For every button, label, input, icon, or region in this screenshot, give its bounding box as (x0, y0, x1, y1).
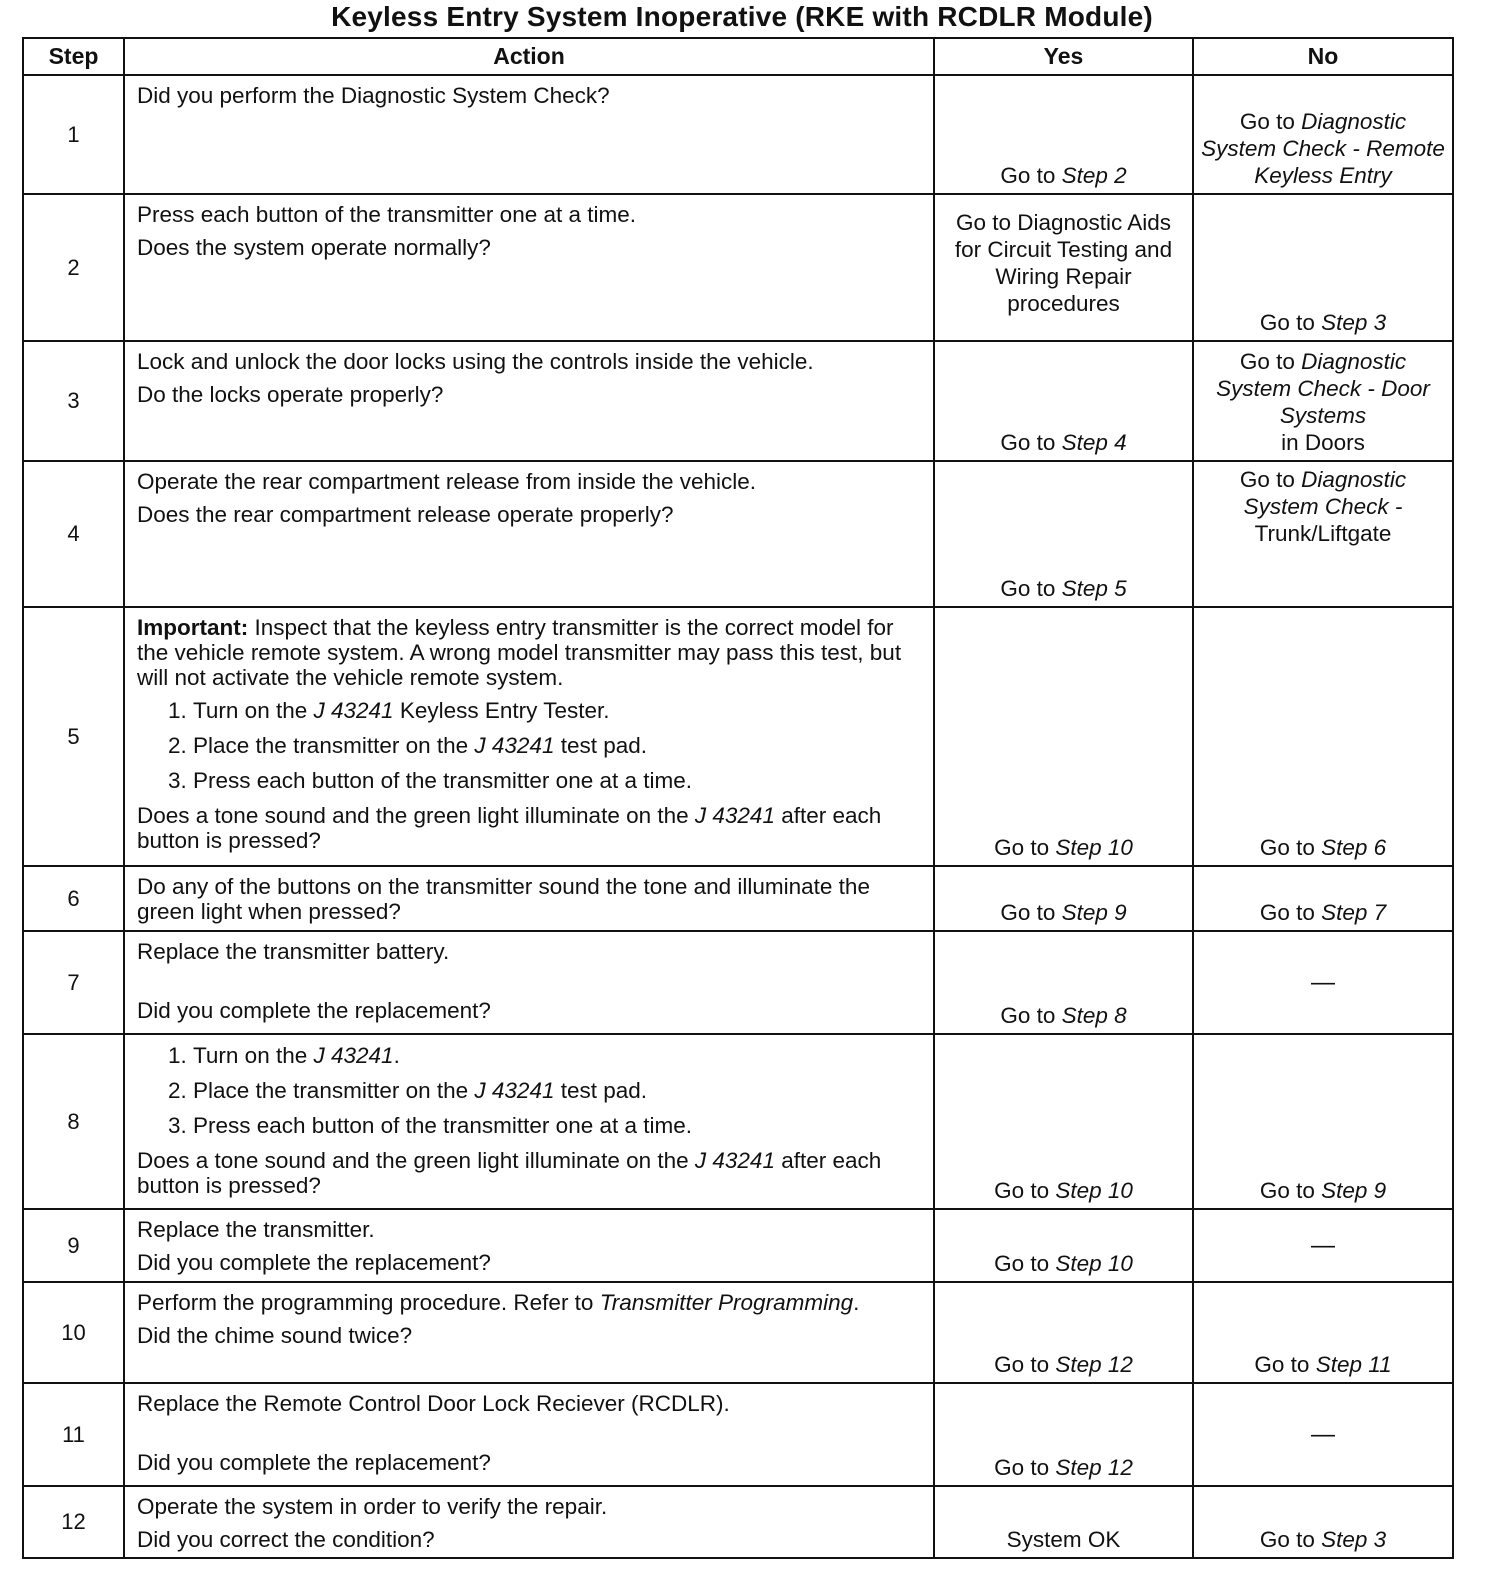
yes-prefix: Go to (1000, 1003, 1062, 1028)
no-prefix: Go to (1259, 835, 1322, 860)
list-item: 1. Turn on the J 43241. (193, 1043, 923, 1069)
step-number: 7 (23, 931, 124, 1034)
important-label: Important: (137, 615, 249, 640)
no-cell (1193, 1383, 1453, 1486)
no-cell (1193, 1034, 1453, 1209)
no-reference: Step 6 (1321, 835, 1387, 860)
no-cell (1193, 461, 1453, 607)
diagnostic-table (22, 37, 1454, 1559)
table-title: Keyless Entry System Inoperative (RKE with RCDLR Module) (331, 1, 1153, 32)
step-number: 1 (23, 75, 124, 194)
table-row (23, 1486, 1453, 1558)
yes-prefix: Go to (994, 1251, 1056, 1276)
table-row (23, 1282, 1453, 1383)
yes-cell (934, 1034, 1193, 1209)
action-cell (124, 1383, 934, 1486)
no-dash: — (1311, 1232, 1335, 1259)
yes-reference: Step 10 (1055, 1178, 1133, 1203)
no-prefix: Go to (1239, 109, 1302, 134)
no-cell (1193, 75, 1453, 194)
yes-reference: Step 12 (1055, 1352, 1133, 1377)
no-prefix: Go to (1259, 310, 1322, 335)
yes-prefix: Go to (994, 1178, 1056, 1203)
col-header-action: Action (124, 38, 934, 75)
action-question: Do the locks operate properly? (137, 382, 444, 407)
no-cell (1193, 194, 1453, 341)
col-header-step: Step (23, 38, 124, 75)
action-text: Did you perform the Diagnostic System Check? (137, 83, 610, 108)
table-row (23, 1034, 1453, 1209)
action-cell (124, 1209, 934, 1282)
header-row (23, 38, 1453, 75)
table-row (23, 75, 1453, 194)
yes-reference: Step 4 (1061, 430, 1127, 455)
action-text: Operate the system in order to verify the repair. (137, 1494, 608, 1519)
list-item: 2. Place the transmitter on the J 43241 test pad. (193, 1078, 923, 1104)
no-prefix: Go to (1239, 467, 1302, 492)
no-prefix: Go to (1259, 1527, 1322, 1552)
step-number: 3 (23, 341, 124, 461)
step-number: 5 (23, 607, 124, 866)
yes-prefix: Go to (994, 835, 1056, 860)
table-row (23, 461, 1453, 607)
no-reference: Step 11 (1315, 1352, 1392, 1377)
action-question: Did you correct the condition? (137, 1527, 435, 1552)
table-row (23, 194, 1453, 341)
no-dash: — (1311, 1421, 1335, 1448)
yes-cell (934, 866, 1193, 931)
no-suffix: in Doors (1281, 430, 1365, 455)
no-suffix: Trunk/Liftgate (1254, 521, 1392, 546)
no-cell (1193, 341, 1453, 461)
step-number: 4 (23, 461, 124, 607)
yes-cell (934, 607, 1193, 866)
no-cell (1193, 866, 1453, 931)
yes-reference: Step 12 (1055, 1455, 1133, 1480)
no-cell (1193, 931, 1453, 1034)
no-reference: Step 3 (1321, 1527, 1387, 1552)
no-prefix: Go to (1254, 1352, 1316, 1377)
action-question: Does a tone sound and the green light illuminate on the J 43241 after each button is pressed? (137, 1148, 882, 1198)
no-prefix: Go to (1259, 900, 1322, 925)
yes-prefix: Go to (1000, 430, 1062, 455)
list-item: 3. Press each button of the transmitter one at a time. (193, 1113, 923, 1139)
important-note (137, 615, 923, 690)
yes-cell (934, 1486, 1193, 1558)
yes-reference: Step 2 (1061, 163, 1127, 188)
yes-cell (934, 194, 1193, 341)
no-reference: Step 3 (1321, 310, 1387, 335)
action-question: Do any of the buttons on the transmitter sound the tone and illuminate the green light when pressed? (137, 874, 870, 924)
no-cell (1193, 1282, 1453, 1383)
no-reference: Step 7 (1321, 900, 1387, 925)
action-cell (124, 1486, 934, 1558)
no-reference: Step 9 (1321, 1178, 1387, 1203)
no-cell (1193, 1486, 1453, 1558)
yes-cell (934, 1209, 1193, 1282)
yes-text: System OK (1006, 1527, 1121, 1552)
action-question: Did you complete the replacement? (137, 1450, 491, 1475)
table-row (23, 866, 1453, 931)
col-header-yes: Yes (934, 38, 1193, 75)
yes-prefix: Go to (1000, 900, 1062, 925)
table-row (23, 341, 1453, 461)
step-number: 6 (23, 866, 124, 931)
yes-cell (934, 1383, 1193, 1486)
action-text: Press each button of the transmitter one at a time. (137, 202, 637, 227)
action-cell (124, 1282, 934, 1383)
no-dash: — (1311, 969, 1335, 996)
no-prefix: Go to (1239, 349, 1302, 374)
table-row (23, 1209, 1453, 1282)
action-cell (124, 75, 934, 194)
no-reference: Diagnostic System Check - Remote Keyless Entry (1201, 109, 1445, 188)
action-question: Did the chime sound twice? (137, 1323, 413, 1348)
no-cell (1193, 1209, 1453, 1282)
yes-cell (934, 1282, 1193, 1383)
yes-cell (934, 931, 1193, 1034)
yes-prefix: Go to (1000, 163, 1062, 188)
no-reference: Diagnostic System Check - Door Systems (1216, 349, 1430, 428)
step-number: 2 (23, 194, 124, 341)
action-cell (124, 607, 934, 866)
step-number: 8 (23, 1034, 124, 1209)
table-row (23, 931, 1453, 1034)
yes-cell (934, 75, 1193, 194)
table-row (23, 1383, 1453, 1486)
list-item: 2. Place the transmitter on the J 43241 test pad. (193, 733, 923, 759)
action-cell (124, 341, 934, 461)
yes-reference: Step 10 (1055, 835, 1133, 860)
substep-list (137, 1043, 923, 1139)
action-question: Does a tone sound and the green light illuminate on the J 43241 after each button is pressed? (137, 803, 882, 853)
action-question: Did you complete the replacement? (137, 1250, 491, 1275)
yes-reference: Step 9 (1061, 900, 1127, 925)
yes-text: Go to Diagnostic Aids for Circuit Testing and Wiring Repair procedures (954, 210, 1173, 316)
substep-list (137, 698, 923, 794)
action-cell (124, 194, 934, 341)
step-number: 12 (23, 1486, 124, 1558)
action-cell (124, 461, 934, 607)
yes-cell (934, 461, 1193, 607)
action-question: Does the rear compartment release operate properly? (137, 502, 674, 527)
step-number: 11 (23, 1383, 124, 1486)
action-cell (124, 866, 934, 931)
action-text: Replace the transmitter battery. (137, 939, 450, 964)
action-question: Does the system operate normally? (137, 235, 491, 260)
yes-prefix: Go to (1000, 576, 1062, 601)
yes-reference: Step 10 (1055, 1251, 1133, 1276)
action-text: Replace the Remote Control Door Lock Reciever (RCDLR). (137, 1391, 730, 1416)
action-cell (124, 931, 934, 1034)
action-text: Replace the transmitter. (137, 1217, 375, 1242)
yes-cell (934, 341, 1193, 461)
action-cell (124, 1034, 934, 1209)
action-text: Operate the rear compartment release from inside the vehicle. (137, 469, 757, 494)
list-item: 3. Press each button of the transmitter one at a time. (193, 768, 923, 794)
yes-prefix: Go to (994, 1455, 1056, 1480)
no-cell (1193, 607, 1453, 866)
action-question: Did you complete the replacement? (137, 998, 491, 1023)
action-text: Lock and unlock the door locks using the controls inside the vehicle. (137, 349, 814, 374)
yes-prefix: Go to (994, 1352, 1056, 1377)
col-header-no: No (1193, 38, 1453, 75)
important-text: Inspect that the keyless entry transmitter is the correct model for the vehicle remote system. A wrong model transmitter may pass this test, but will not activate the vehicle remote system. (137, 615, 902, 690)
no-reference: Diagnostic System Check - (1243, 467, 1407, 519)
yes-reference: Step 5 (1061, 576, 1127, 601)
yes-reference: Step 8 (1061, 1003, 1127, 1028)
table-row (23, 607, 1453, 866)
list-item: 1. Turn on the J 43241 Keyless Entry Tester. (193, 698, 923, 724)
step-number: 9 (23, 1209, 124, 1282)
step-number: 10 (23, 1282, 124, 1383)
action-text: Perform the programming procedure. Refer to Transmitter Programming. (137, 1290, 860, 1315)
no-prefix: Go to (1259, 1178, 1322, 1203)
